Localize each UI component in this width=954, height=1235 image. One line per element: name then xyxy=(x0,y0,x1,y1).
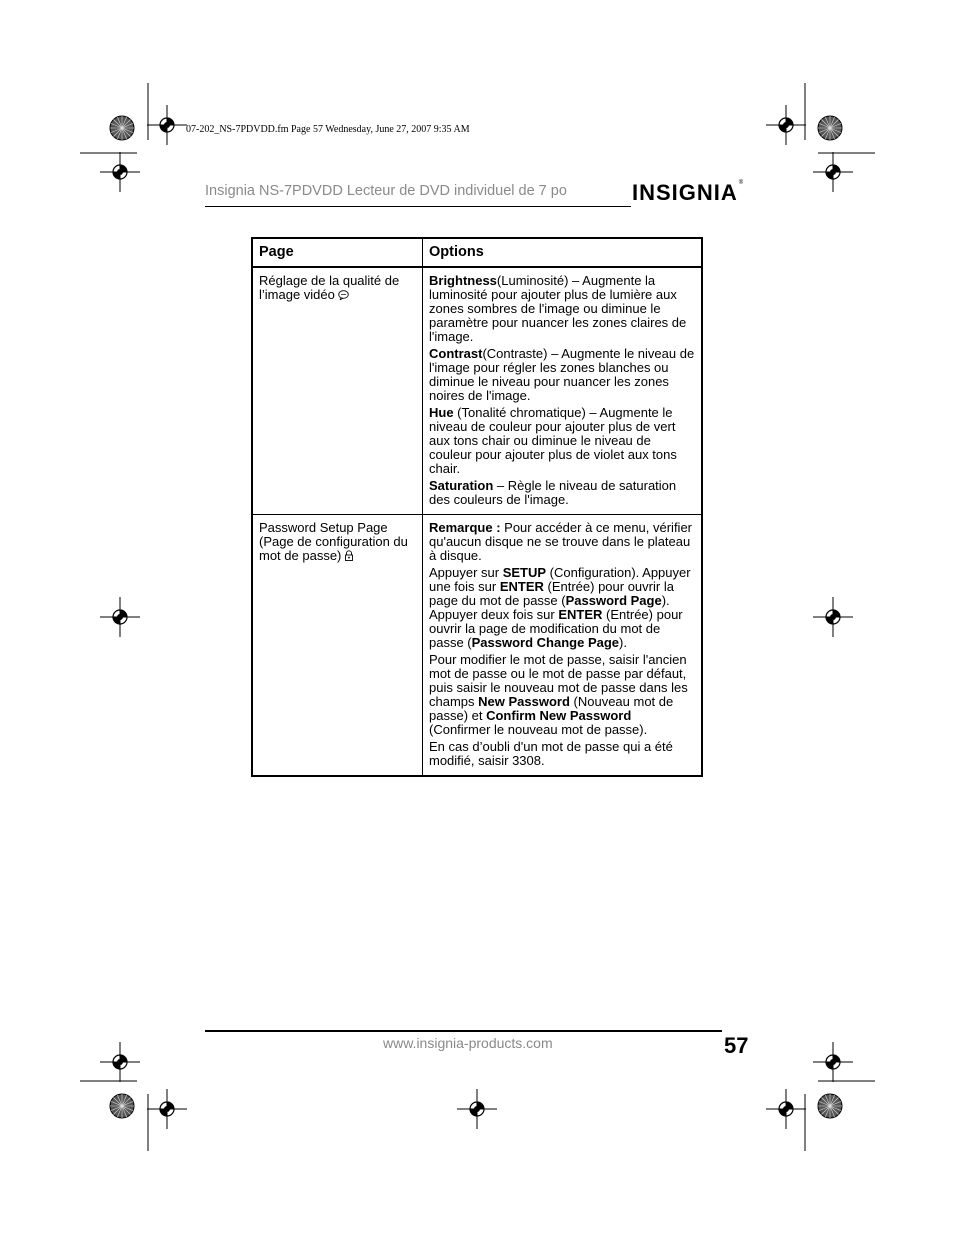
note-paragraph: Remarque : Pour accéder à ce menu, vérifier qu'aucun disque ne se trouve dans le plateau à disque. xyxy=(429,520,693,563)
column-header-page: Page xyxy=(252,238,423,267)
video-quality-icon xyxy=(338,289,349,303)
change-password-instructions: Pour modifier le mot de passe, saisir l'ancien mot de passe ou le mot de passe par défaut, puis saisir le nouveau mot de passe dans les champs New Password (Nouveau mot de passe) et Confirm New Password (Confirmer le nouveau mot de passe). xyxy=(429,652,688,737)
header-rule xyxy=(205,206,631,207)
options-cell xyxy=(423,515,703,777)
options-table xyxy=(251,237,703,777)
option-saturation: Saturation – Règle le niveau de saturation des couleurs de l'image. xyxy=(429,478,677,507)
footer-rule xyxy=(205,1030,722,1032)
footer-url: www.insignia-products.com xyxy=(383,1035,553,1051)
brand-logo xyxy=(632,180,744,206)
options-cell xyxy=(423,267,703,515)
forgotten-password-note: En cas d’oubli d'un mot de passe qui a été modifié, saisir 3308. xyxy=(429,739,673,768)
brand-logo-text: INSIGNIA xyxy=(632,180,738,205)
running-header-title: Insignia NS-7PDVDD Lecteur de DVD individuel de 7 po xyxy=(205,183,567,199)
column-header-options: Options xyxy=(423,238,703,267)
table-header-row xyxy=(252,238,702,267)
table-row xyxy=(252,515,702,777)
table-row xyxy=(252,267,702,515)
lock-icon xyxy=(344,550,354,564)
print-slug: 07-202_NS-7PDVDD.fm Page 57 Wednesday, June 27, 2007 9:35 AM xyxy=(186,124,470,135)
option-hue: Hue (Tonalité chromatique) – Augmente le niveau de couleur pour ajouter plus de vert aux tons chair ou diminue le niveau de couleur pour ajouter plus de violet aux tons chair. xyxy=(429,405,677,476)
page-name-password-setup: Password Setup Page (Page de configuration du mot de passe) xyxy=(259,520,408,563)
option-contrast: Contrast(Contraste) – Augmente le niveau de l'image pour régler les zones blanches ou diminue le niveau pour nuancer les zones noires de l'image. xyxy=(429,346,695,403)
page-cell xyxy=(252,515,423,777)
page-name-video-quality: Réglage de la qualité de l’image vidéo xyxy=(259,273,400,302)
setup-instructions: Appuyer sur SETUP (Configuration). Appuyer une fois sur ENTER (Entrée) pour ouvrir la page du mot de passe (Password Page). Appuyer deux fois sur ENTER (Entrée) pour ouvrir la page de modification du mot de passe (Password Change Page). xyxy=(429,565,691,650)
page-number: 57 xyxy=(724,1033,749,1058)
option-brightness: Brightness(Luminosité) – Augmente la luminosité pour ajouter plus de lumière aux zones sombres de l'image ou diminue le paramètre pour nuancer les zones claires de l'image. xyxy=(429,273,687,344)
page-cell xyxy=(252,267,423,515)
registered-mark-icon: ® xyxy=(738,180,745,186)
